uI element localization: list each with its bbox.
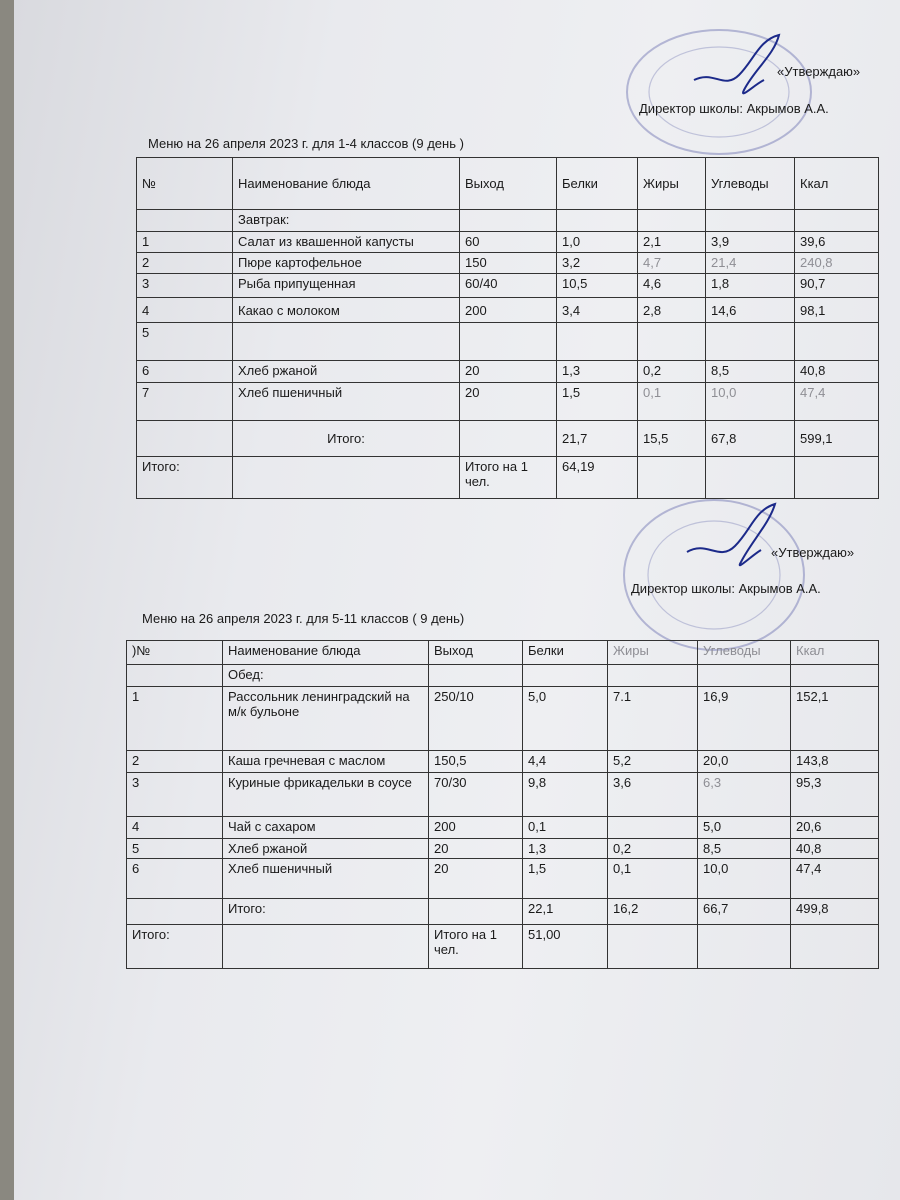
header-fat: Жиры [608, 641, 698, 665]
header-output: Выход [460, 158, 557, 210]
table-row [127, 751, 879, 773]
row-kcal: 95,3 [791, 773, 879, 817]
header-name: Наименование блюда [233, 158, 460, 210]
table-row [127, 687, 879, 751]
table-row [137, 323, 879, 361]
header-kcal: Ккал [795, 158, 879, 210]
total-value: 64,19 [557, 457, 638, 499]
row-num: 2 [127, 751, 223, 773]
section-row [127, 665, 879, 687]
row-fat: 2,8 [638, 298, 706, 323]
approve-label-1: «Утверждаю» [777, 64, 861, 79]
total-per-person-label: Итого на 1 чел. [460, 457, 557, 499]
row-carbs: 5,0 [698, 817, 791, 839]
row-carbs: 10,0 [706, 383, 795, 421]
total-row [127, 925, 879, 969]
row-num: 7 [137, 383, 233, 421]
row-num: 1 [127, 687, 223, 751]
subtotal-row [127, 899, 879, 925]
row-name: Чай с сахаром [223, 817, 429, 839]
table-row [127, 859, 879, 899]
row-num: 3 [127, 773, 223, 817]
total-label: Итого: [137, 457, 233, 499]
row-protein: 3,4 [557, 298, 638, 323]
total-per-person-label: Итого на 1 чел. [429, 925, 523, 969]
table-row [137, 253, 879, 274]
row-kcal: 20,6 [791, 817, 879, 839]
row-carbs: 20,0 [698, 751, 791, 773]
approve-label-2: «Утверждаю» [771, 545, 855, 560]
row-protein: 9,8 [523, 773, 608, 817]
menu-table-2 [126, 640, 879, 969]
row-carbs: 14,6 [706, 298, 795, 323]
row-fat: 7.1 [608, 687, 698, 751]
document-page [14, 0, 900, 1200]
row-num: 6 [127, 859, 223, 899]
row-carbs: 16,9 [698, 687, 791, 751]
row-carbs: 3,9 [706, 232, 795, 253]
row-kcal: 40,8 [791, 839, 879, 859]
row-fat: 5,2 [608, 751, 698, 773]
row-protein: 1,5 [523, 859, 608, 899]
row-num: 1 [137, 232, 233, 253]
director-label-2: Директор школы: Акрымов А.А. [631, 581, 821, 596]
row-protein: 4,4 [523, 751, 608, 773]
row-output: 250/10 [429, 687, 523, 751]
row-carbs: 1,8 [706, 274, 795, 298]
row-name [233, 323, 460, 361]
table-row [137, 274, 879, 298]
subtotal-fat: 15,5 [638, 421, 706, 457]
row-output: 60 [460, 232, 557, 253]
table-row [137, 361, 879, 383]
row-kcal: 47,4 [795, 383, 879, 421]
row-carbs: 8,5 [698, 839, 791, 859]
row-protein: 1,0 [557, 232, 638, 253]
row-name: Хлеб ржаной [233, 361, 460, 383]
row-output: 20 [460, 361, 557, 383]
row-name: Рассольник ленинградский на м/к бульоне [223, 687, 429, 751]
total-value: 51,00 [523, 925, 608, 969]
row-kcal: 90,7 [795, 274, 879, 298]
row-num: 2 [137, 253, 233, 274]
header-num: № [137, 158, 233, 210]
header-protein: Белки [523, 641, 608, 665]
row-protein: 1,3 [557, 361, 638, 383]
subtotal-protein: 22,1 [523, 899, 608, 925]
row-name: Хлеб пшеничный [223, 859, 429, 899]
subtotal-row [137, 421, 879, 457]
row-carbs: 10,0 [698, 859, 791, 899]
table-row [127, 773, 879, 817]
row-fat: 2,1 [638, 232, 706, 253]
row-protein: 10,5 [557, 274, 638, 298]
table-header-row [137, 158, 879, 210]
row-fat: 0,1 [638, 383, 706, 421]
row-kcal [795, 323, 879, 361]
row-fat [638, 323, 706, 361]
row-name: Рыба припущенная [233, 274, 460, 298]
row-carbs: 6,3 [698, 773, 791, 817]
table-row [127, 839, 879, 859]
total-label: Итого: [127, 925, 223, 969]
menu-title-2: Меню на 26 апреля 2023 г. для 5-11 классов ( 9 день) [142, 611, 465, 626]
row-name: Куриные фрикадельки в соусе [223, 773, 429, 817]
header-output: Выход [429, 641, 523, 665]
menu-table-1 [136, 157, 879, 499]
header-name: Наименование блюда [223, 641, 429, 665]
row-num: 5 [127, 839, 223, 859]
row-kcal: 152,1 [791, 687, 879, 751]
row-num: 4 [127, 817, 223, 839]
row-output: 20 [429, 839, 523, 859]
row-fat: 0,2 [638, 361, 706, 383]
subtotal-carbs: 66,7 [698, 899, 791, 925]
row-protein [557, 323, 638, 361]
section-row [137, 210, 879, 232]
row-output [460, 323, 557, 361]
table-row [127, 817, 879, 839]
row-fat: 0,2 [608, 839, 698, 859]
subtotal-carbs: 67,8 [706, 421, 795, 457]
row-protein: 1,5 [557, 383, 638, 421]
row-fat: 4,6 [638, 274, 706, 298]
row-protein: 1,3 [523, 839, 608, 859]
row-kcal: 40,8 [795, 361, 879, 383]
subtotal-protein: 21,7 [557, 421, 638, 457]
row-name: Салат из квашенной капусты [233, 232, 460, 253]
row-output: 150 [460, 253, 557, 274]
director-signature [679, 500, 799, 580]
row-output: 200 [429, 817, 523, 839]
subtotal-kcal: 599,1 [795, 421, 879, 457]
row-num: 3 [137, 274, 233, 298]
row-kcal: 47,4 [791, 859, 879, 899]
row-output: 20 [460, 383, 557, 421]
subtotal-label: Итого: [233, 421, 460, 457]
section-label: Обед: [223, 665, 429, 687]
row-num: 5 [137, 323, 233, 361]
director-label-1: Директор школы: Акрымов А.А. [639, 101, 829, 116]
row-protein: 5,0 [523, 687, 608, 751]
row-protein: 3,2 [557, 253, 638, 274]
row-output: 150,5 [429, 751, 523, 773]
row-kcal: 39,6 [795, 232, 879, 253]
subtotal-fat: 16,2 [608, 899, 698, 925]
row-carbs [706, 323, 795, 361]
row-name: Хлеб пшеничный [233, 383, 460, 421]
row-carbs: 8,5 [706, 361, 795, 383]
row-num: 6 [137, 361, 233, 383]
header-kcal: Ккал [791, 641, 879, 665]
subtotal-label: Итого: [223, 899, 429, 925]
row-name: Хлеб ржаной [223, 839, 429, 859]
header-carbs: Углеводы [706, 158, 795, 210]
header-fat: Жиры [638, 158, 706, 210]
row-fat: 3,6 [608, 773, 698, 817]
row-kcal: 240,8 [795, 253, 879, 274]
header-num: )№ [127, 641, 223, 665]
row-name: Какао с молоком [233, 298, 460, 323]
row-output: 200 [460, 298, 557, 323]
row-kcal: 143,8 [791, 751, 879, 773]
header-carbs: Углеводы [698, 641, 791, 665]
row-carbs: 21,4 [706, 253, 795, 274]
table-row [137, 383, 879, 421]
row-kcal: 98,1 [795, 298, 879, 323]
row-fat [608, 817, 698, 839]
row-fat: 4,7 [638, 253, 706, 274]
row-name: Пюре картофельное [233, 253, 460, 274]
subtotal-kcal: 499,8 [791, 899, 879, 925]
row-output: 60/40 [460, 274, 557, 298]
row-name: Каша гречневая с маслом [223, 751, 429, 773]
row-fat: 0,1 [608, 859, 698, 899]
table-row [137, 232, 879, 253]
row-output: 70/30 [429, 773, 523, 817]
row-protein: 0,1 [523, 817, 608, 839]
section-label: Завтрак: [233, 210, 460, 232]
table-header-row [127, 641, 879, 665]
row-output: 20 [429, 859, 523, 899]
header-protein: Белки [557, 158, 638, 210]
table-row [137, 298, 879, 323]
row-num: 4 [137, 298, 233, 323]
menu-title-1: Меню на 26 апреля 2023 г. для 1-4 классов (9 день ) [148, 136, 464, 151]
